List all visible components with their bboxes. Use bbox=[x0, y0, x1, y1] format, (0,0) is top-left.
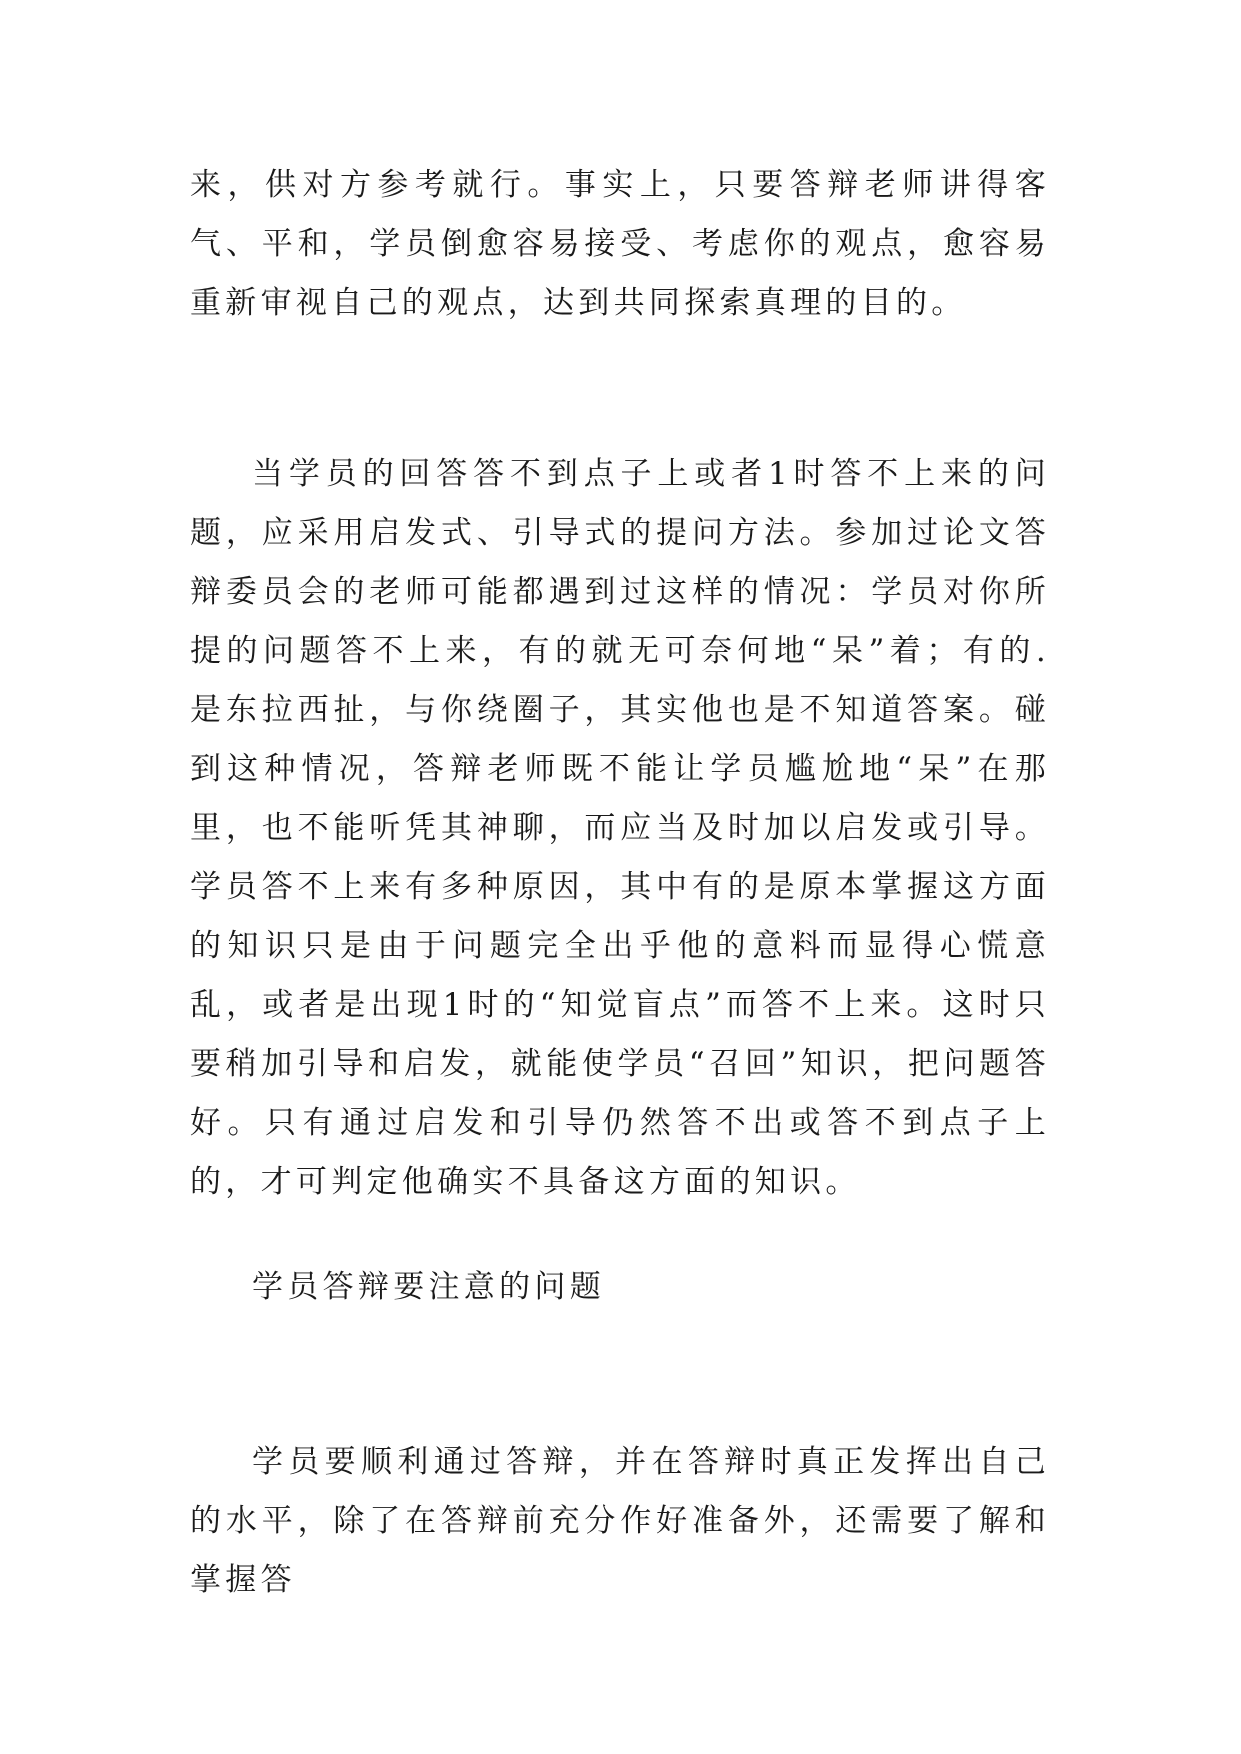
paragraph-student-defense: 学员要顺利通过答辩，并在答辩时真正发挥出自己的水平，除了在答辩前充分作好准备外，还需要了解和掌握答 bbox=[190, 1444, 1050, 1598]
section-heading: 学员答辩要注意的问题 bbox=[252, 1269, 605, 1305]
paragraph-continuation: 来，供对方参考就行。事实上，只要答辩老师讲得客气、平和，学员倒愈容易接受、考虑你的观点，愈容易重新审视自己的观点，达到共同探索真理的目的。 bbox=[190, 167, 1050, 321]
paragraph-guidance: 当学员的回答答不到点子上或者1时答不上来的问题，应采用启发式、引导式的提问方法。参加过论文答辩委员会的老师可能都遇到过这样的情况：学员对你所提的问题答不上来，有的就无可奈何地“呆”着；有的.是东拉西扯，与你绕圈子，其实他也是不知道答案。碰到这种情况，答辩老师既不能让学员尴尬地“呆”在那里，也不能听凭其神聊，而应当及时加以启发或引导。学员答不上来有多种原因，其中有的是原本掌握这方面的知识只是由于问题完全出乎他的意料而显得心慌意乱，或者是出现1时的“知觉盲点”而答不上来。这时只要稍加引导和启发，就能使学员“召回”知识，把问题答好。只有通过启发和引导仍然答不出或答不到点子上的，才可判定他确实不具备这方面的知识。 bbox=[190, 456, 1050, 1200]
